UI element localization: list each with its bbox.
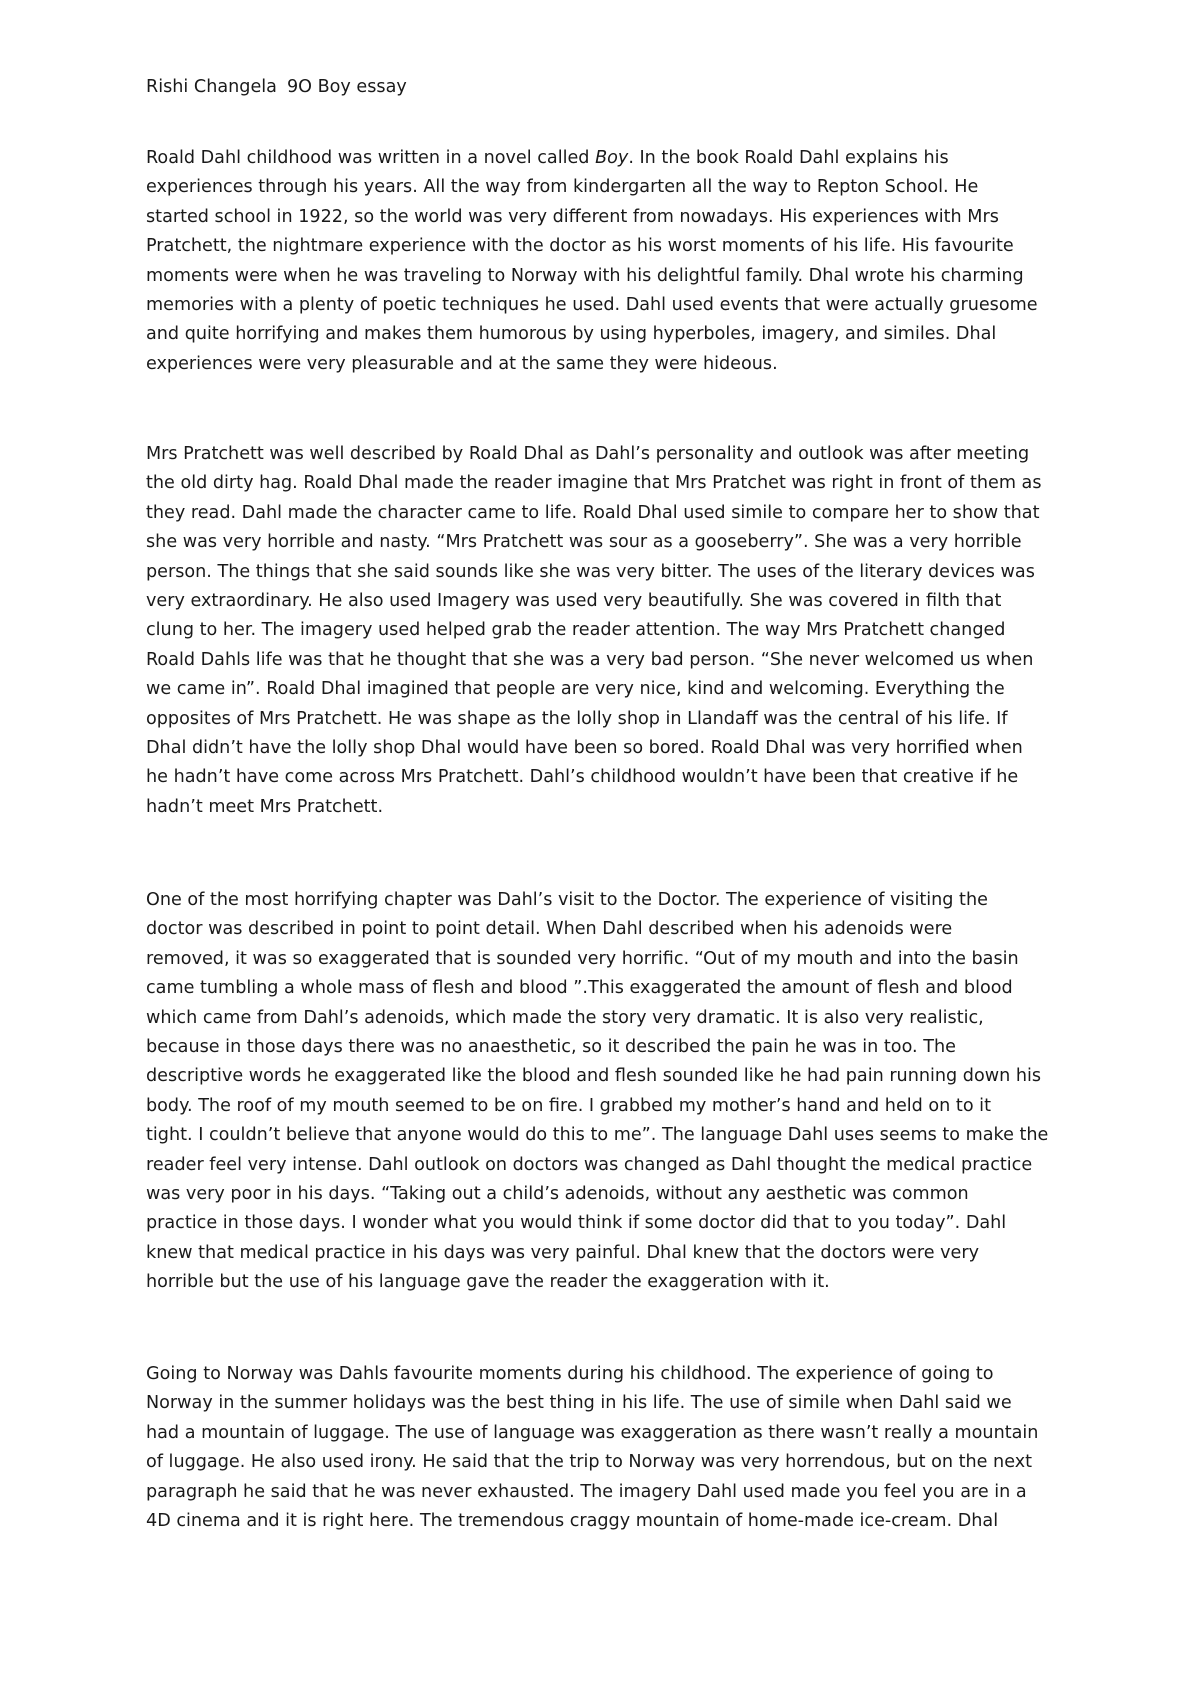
text-line <box>146 587 1076 616</box>
text-run: moments were when he was traveling to Norway with his delightful family. Dhal wrote his charming <box>146 265 1024 286</box>
text-run: we came in”. Roald Dhal imagined that people are very nice, kind and welcoming. Everything the <box>146 679 1005 700</box>
text-run: hadn’t meet Mrs Pratchett. <box>146 796 384 817</box>
text-run: was very poor in his days. “Taking out a child’s adenoids, without any aesthetic was common <box>146 1184 969 1205</box>
text-run: Going to Norway was Dahls favourite moments during his childhood. The experience of going to <box>146 1364 994 1384</box>
text-run: because in those days there was no anaesthetic, so it described the pain he was in too. The <box>146 1037 956 1058</box>
text-run: descriptive words he exaggerated like the blood and flesh sounded like he had pain running down his <box>146 1066 1042 1087</box>
text-line <box>146 1507 1076 1536</box>
paragraph-norway <box>146 1360 1076 1536</box>
essay-title: 9O Boy essay <box>286 77 407 97</box>
text-run: paragraph he said that he was never exhausted. The imagery Dahl used made you feel you are in a <box>146 1481 1027 1502</box>
text-line <box>146 1092 1076 1121</box>
text-line <box>146 1062 1076 1091</box>
text-run: One of the most horrifying chapter was Dahl’s visit to the Doctor. The experience of visiting the <box>146 890 988 910</box>
text-line <box>146 1033 1076 1062</box>
text-run: the old dirty hag. Roald Dhal made the reader imagine that Mrs Pratchet was right in front of them as <box>146 473 1042 494</box>
paragraph-mrs-pratchett <box>146 440 1076 822</box>
text-line <box>146 793 1076 822</box>
text-run: very extraordinary. He also used Imagery was used very beautifully. She was covered in filth that <box>146 591 1002 612</box>
text-run: Roald Dahls life was that he thought that she was a very bad person. “She never welcomed us when <box>146 649 1034 670</box>
text-run: Mrs Pratchett was well described by Roald Dhal as Dahl’s personality and outlook was after meeting <box>146 444 1030 464</box>
text-line <box>146 646 1076 675</box>
text-line <box>146 203 1076 232</box>
text-line <box>146 320 1076 349</box>
text-line <box>146 1239 1076 1268</box>
paragraph-introduction <box>146 144 1076 379</box>
text-run: body. The roof of my mouth seemed to be on fire. I grabbed my mother’s hand and held on to it <box>146 1095 991 1116</box>
text-line <box>146 558 1076 587</box>
italic-book-title: Boy <box>595 148 629 168</box>
text-run: reader feel very intense. Dahl outlook on doctors was changed as Dahl thought the medical practice <box>146 1154 1033 1175</box>
essay-header <box>146 73 1076 102</box>
text-run: horrible but the use of his language gave the reader the exaggeration with it. <box>146 1272 830 1293</box>
text-line <box>146 1180 1076 1209</box>
text-line <box>146 886 1076 915</box>
text-run: they read. Dahl made the character came to life. Roald Dhal used simile to compare her to show that <box>146 502 1040 523</box>
text-line <box>146 675 1076 704</box>
text-line <box>146 705 1076 734</box>
text-line <box>146 144 1076 173</box>
text-line <box>146 1448 1076 1477</box>
text-line <box>146 616 1076 645</box>
text-run: opposites of Mrs Pratchett. He was shape as the lolly shop in Llandaff was the central of his life. If <box>146 708 1008 729</box>
text-run: 4D cinema and it is right here. The tremendous craggy mountain of home-made ice-cream. Dhal <box>146 1511 999 1532</box>
text-run: she was very horrible and nasty. “Mrs Pratchett was sour as a gooseberry”. She was a very horrible <box>146 532 1022 553</box>
text-line <box>146 469 1076 498</box>
text-run: started school in 1922, so the world was very different from nowadays. His experiences with Mrs <box>146 206 999 227</box>
paragraph-doctor-visit <box>146 886 1076 1298</box>
text-run: came tumbling a whole mass of flesh and blood ”.This exaggerated the amount of flesh and blood <box>146 978 1013 999</box>
text-line <box>146 291 1076 320</box>
text-run: removed, it was so exaggerated that is sounded very horrific. “Out of my mouth and into the basin <box>146 948 1019 969</box>
text-line <box>146 1209 1076 1238</box>
text-run: had a mountain of luggage. The use of language was exaggeration as there wasn’t really a mountain <box>146 1422 1039 1443</box>
text-line <box>146 232 1076 261</box>
text-line <box>146 974 1076 1003</box>
text-line <box>146 1389 1076 1418</box>
text-run: memories with a plenty of poetic techniques he used. Dahl used events that were actually gruesome <box>146 295 1038 316</box>
text-run: tight. I couldn’t believe that anyone would do this to me”. The language Dahl uses seems to make the <box>146 1125 1049 1146</box>
text-run: person. The things that she said sounds like she was very bitter. The uses of the literary devices was <box>146 561 1035 582</box>
text-line <box>146 1004 1076 1033</box>
text-run: Pratchett, the nightmare experience with the doctor as his worst moments of his life. His favourite <box>146 236 1014 257</box>
text-line <box>146 915 1076 944</box>
text-line <box>146 763 1076 792</box>
text-line <box>146 945 1076 974</box>
text-run: and quite horrifying and makes them humorous by using hyperboles, imagery, and similes. Dhal <box>146 324 997 345</box>
text-run: which came from Dahl’s adenoids, which made the story very dramatic. It is also very realistic, <box>146 1007 984 1028</box>
text-run: he hadn’t have come across Mrs Pratchett. Dahl’s childhood wouldn’t have been that creative if he <box>146 767 1019 788</box>
text-run: Dhal didn’t have the lolly shop Dhal would have been so bored. Roald Dhal was very horrified when <box>146 738 1023 759</box>
text-run: clung to her. The imagery used helped grab the reader attention. The way Mrs Pratchett changed <box>146 620 1006 641</box>
text-run: experiences were very pleasurable and at the same they were hideous. <box>146 353 778 374</box>
text-line <box>146 1121 1076 1150</box>
text-run: Roald Dahl childhood was written in a novel called <box>146 148 596 168</box>
text-line <box>146 440 1076 469</box>
text-line <box>146 1268 1076 1297</box>
text-line <box>146 528 1076 557</box>
text-run: . In the book Roald Dahl explains his <box>628 148 949 168</box>
text-run: of luggage. He also used irony. He said that the trip to Norway was very horrendous, but on the next <box>146 1452 1033 1473</box>
text-line <box>146 173 1076 202</box>
text-line <box>146 1419 1076 1448</box>
text-line <box>146 499 1076 528</box>
text-line <box>146 350 1076 379</box>
text-run: Norway in the summer holidays was the best thing in his life. The use of simile when Dahl said we <box>146 1393 1012 1414</box>
text-line <box>146 262 1076 291</box>
text-run: practice in those days. I wonder what you would think if some doctor did that to you today”. Dahl <box>146 1213 1007 1234</box>
text-line <box>146 734 1076 763</box>
text-line <box>146 1360 1076 1389</box>
author-name: Rishi Changela <box>146 77 277 97</box>
text-run: doctor was described in point to point detail. When Dahl described when his adenoids were <box>146 919 953 940</box>
text-run: knew that medical practice in his days was very painful. Dhal knew that the doctors were very <box>146 1242 980 1263</box>
text-run: experiences through his years. All the way from kindergarten all the way to Repton School. He <box>146 177 979 198</box>
text-line <box>146 1478 1076 1507</box>
text-line <box>146 1151 1076 1180</box>
